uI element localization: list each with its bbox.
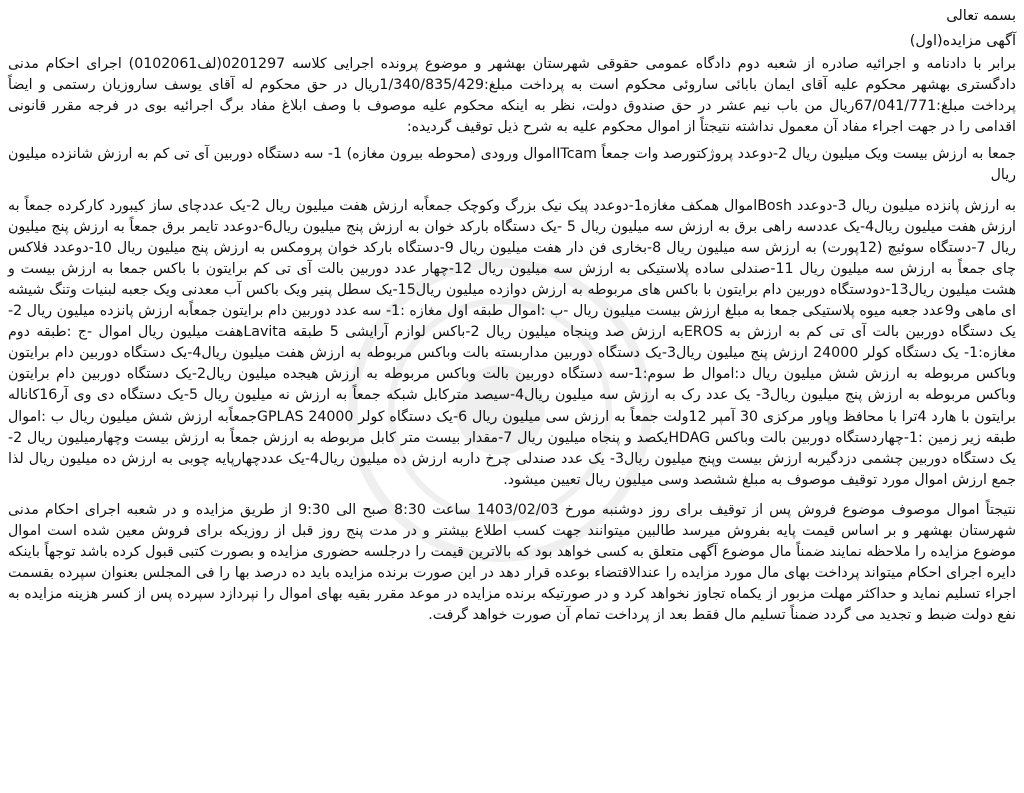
paragraph-entrance-items: جمعا به ارزش بیست ویک میلیون ریال 2-دوعدد پروژکتورصد وات جمعاً ITcamاموال ورودی (محوطه بیرون مغازه) 1- سه دستگاه دوربین آی تی کم به ارزش شانزده میلیون ریال xyxy=(8,146,1016,184)
paragraph-auction-terms: نتیجتاً اموال موصوف موضوع فروش پس از توقیف برای روز دوشنبه مورخ 1403/02/03 ساعت 8:30 صبح الی 9:30 از طریق مزایده و در شعبه اجرای احکام مدنی شهرستان بهشهر و بر اساس قیمت پایه بفروش میرسد طالبین میتوانند جهت کسب اطلاع بیشتر و در مدت پنج روز قبل از روزیکه برای فروش معین شده است اموال موضوع مزایده را ملاحظه نمایند ضمناً مال موضوع آگهی متعلق به کسی خواهد بود که بالاترین قیمت را درجلسه حضوری مزایده و بصورت کتبی قبول کرده باشد توجهاً باینکه دایره اجرای احکام میتواند پرداخت بهای مال مورد مزایده را عندالاقتضاء بوعده قرار دهد در این صورت برنده مزایده باید ده درصد بها را فی المجلس بعنوان سپرده بقسمت اجراء تسلیم نماید و حداکثر مهلت مزبور از یکماه تجاوز نخواهد کرد و در صورتیکه برنده مزایده در موعد مقرر بقیه بهای اموال را نپردازد سپرده پس از کسر هزینه مزایده به نفع دولت ضبط و تجدید می گردد ضمناً تسلیم مال فقط بعد از پرداخت تمام آن صورت خواهد گرفت. xyxy=(8,501,1016,624)
heading-notice-title: آگهی مزایده(اول) xyxy=(909,33,1016,49)
paragraph-seized-items: به ارزش پانزده میلیون ریال 3-دوعدد Boshاموال همکف مغازه1-دوعدد پیک نیک بزرگ وکوچک جمعاًبه ارزش هفت میلیون ریال 2-یک عددچای ساز کیبورد کارکرده جمعاً به ارزش هفت میلیون ریال4-یک عددسه راهی برق به ارزش سه میلیون ریال 5 -یک دستگاه بارکد خوان به ارزش پنج میلیون ریال6-دوعدد تایمر برق جمعاً به ارزش پنج میلیون ریال 7-دستگاه سوئیچ (12پورت) به ارزش سه میلیون ریال 8-بخاری فن دار هفت میلیون ریال 9-دستگاه بارکد خوان پرومکس به ارزش پنج میلیون ریال 10-دوعدد فلاکس چای جمعاً به ارزش سه میلیون ریال 11-صندلی ساده پلاستیکی به ارزش سه میلیون ریال 12-چهار عدد دوربین بالت آی تی کم برایتون با باکس جمعا به ارزش بیست و هشت میلیون ریال13-دودستگاه دوربین دام برایتون با باکس های مربوطه به ارزش دوازده میلیون ریال15-یک سطل پنیر ویک باکس آب معدنی ویک جعبه لبنیات وتنگ شیشه ای ماهی و9عدد جعبه میوه پلاستیکی جمعا به مبلغ ارزش بیست میلیون ریال -ب :اموال طبقه اول مغازه :1- سه عدد دوربین دام برایتون جمعاًبه ارزش پانزده میلیون ریال 2-یک دستگاه دوربین بالت آی تی کم به ارزش به EROSبه ارزش صد وپنجاه میلیون ریال 2-باکس لوازم آرایشی 5 طبقه Lavitaهفت میلیون ریال اموال -ج :طبقه دوم مغازه:1- یک دستگاه کولر 24000 ارزش پنج میلیون ریال3-یک دستگاه دوربین مداربسته بالت وباکس مربوطه به ارزش هفت میلیون ریال4-یک دستگاه دوربین دام برایتون وباکس مربوطه به ارزش شش میلیون ریال د:اموال ط سوم:1-سه دستگاه دوربین بالت وباکس مربوطه به ارزش هیجده میلیون ریال2-یک دستگاه دوربین دام برایتون وباکس مربوطه به ارزش پنج میلیون ریال3- یک عدد رک به ارزش سه میلیون ریال4-سیصد مترکابل شبکه جمعاً به ارزش نه میلیون ریال 5-یک دستگاه دی وی آر16کاناله برایتون با هارد 4ترا با محافظ وپاور مرکزی 30 آمپر 12ولت جمعاً به ارزش سی میلیون ریال 6-یک دستگاه کولر 24000 GPLASجمعاًبه ارزش شش میلیون ریال ب :اموال طبقه زیر زمین :1-چهاردستگاه دوربین بالت وباکس HDAGیکصد و پنجاه میلیون ریال 7-مقدار بیست متر کابل مربوطه به ارزش جمعاً به ارزش بیست وچهارمیلیون ریال 2-یک دستگاه دوربین چشمی دزدگیربه ارزش بیست وپنج میلیون ریال3- یک عدد صندلی چرخ داربه ارزش ده میلیون ریال4-یک عددچهارپایه چوبی به ارزش ده میلیون ریال لذا جمع ارزش اموال مورد توقیف موصوف به مبلغ ششصد وسی میلیون ریال تعیین میشود. xyxy=(8,197,1017,488)
paragraph-case-intro: برابر با دادنامه و اجرائیه صادره از شعبه دوم دادگاه عمومی حقوقی شهرستان بهشهر و موضوع پرونده اجرایی کلاسه 0201297(لف0102061) اجرای احکام مدنی دادگستری بهشهر محکوم علیه آقای ایمان بابائی ساروئی محکوم است به پرداخت مبلغ:1/340/835/429ریال در حق محکوم له آقای یوسف ساروزیان رستمی و ایضاً پرداخت مبلغ:67/041/771ریال من باب نیم عشر در حق صندوق دولت، نظر به اینکه محکوم علیه موصوف با وصف ابلاغ مفاد برگ اجرائیه بوی در فرجه مقرر قانونی اقدامی را در جهت اجراء مفاد آن معمول نداشته نتیجتاً از اموال محکوم علیه به شرح ذیل توقیف گردیده: xyxy=(8,56,1017,136)
heading-bismillah: بسمه تعالی xyxy=(946,8,1016,24)
